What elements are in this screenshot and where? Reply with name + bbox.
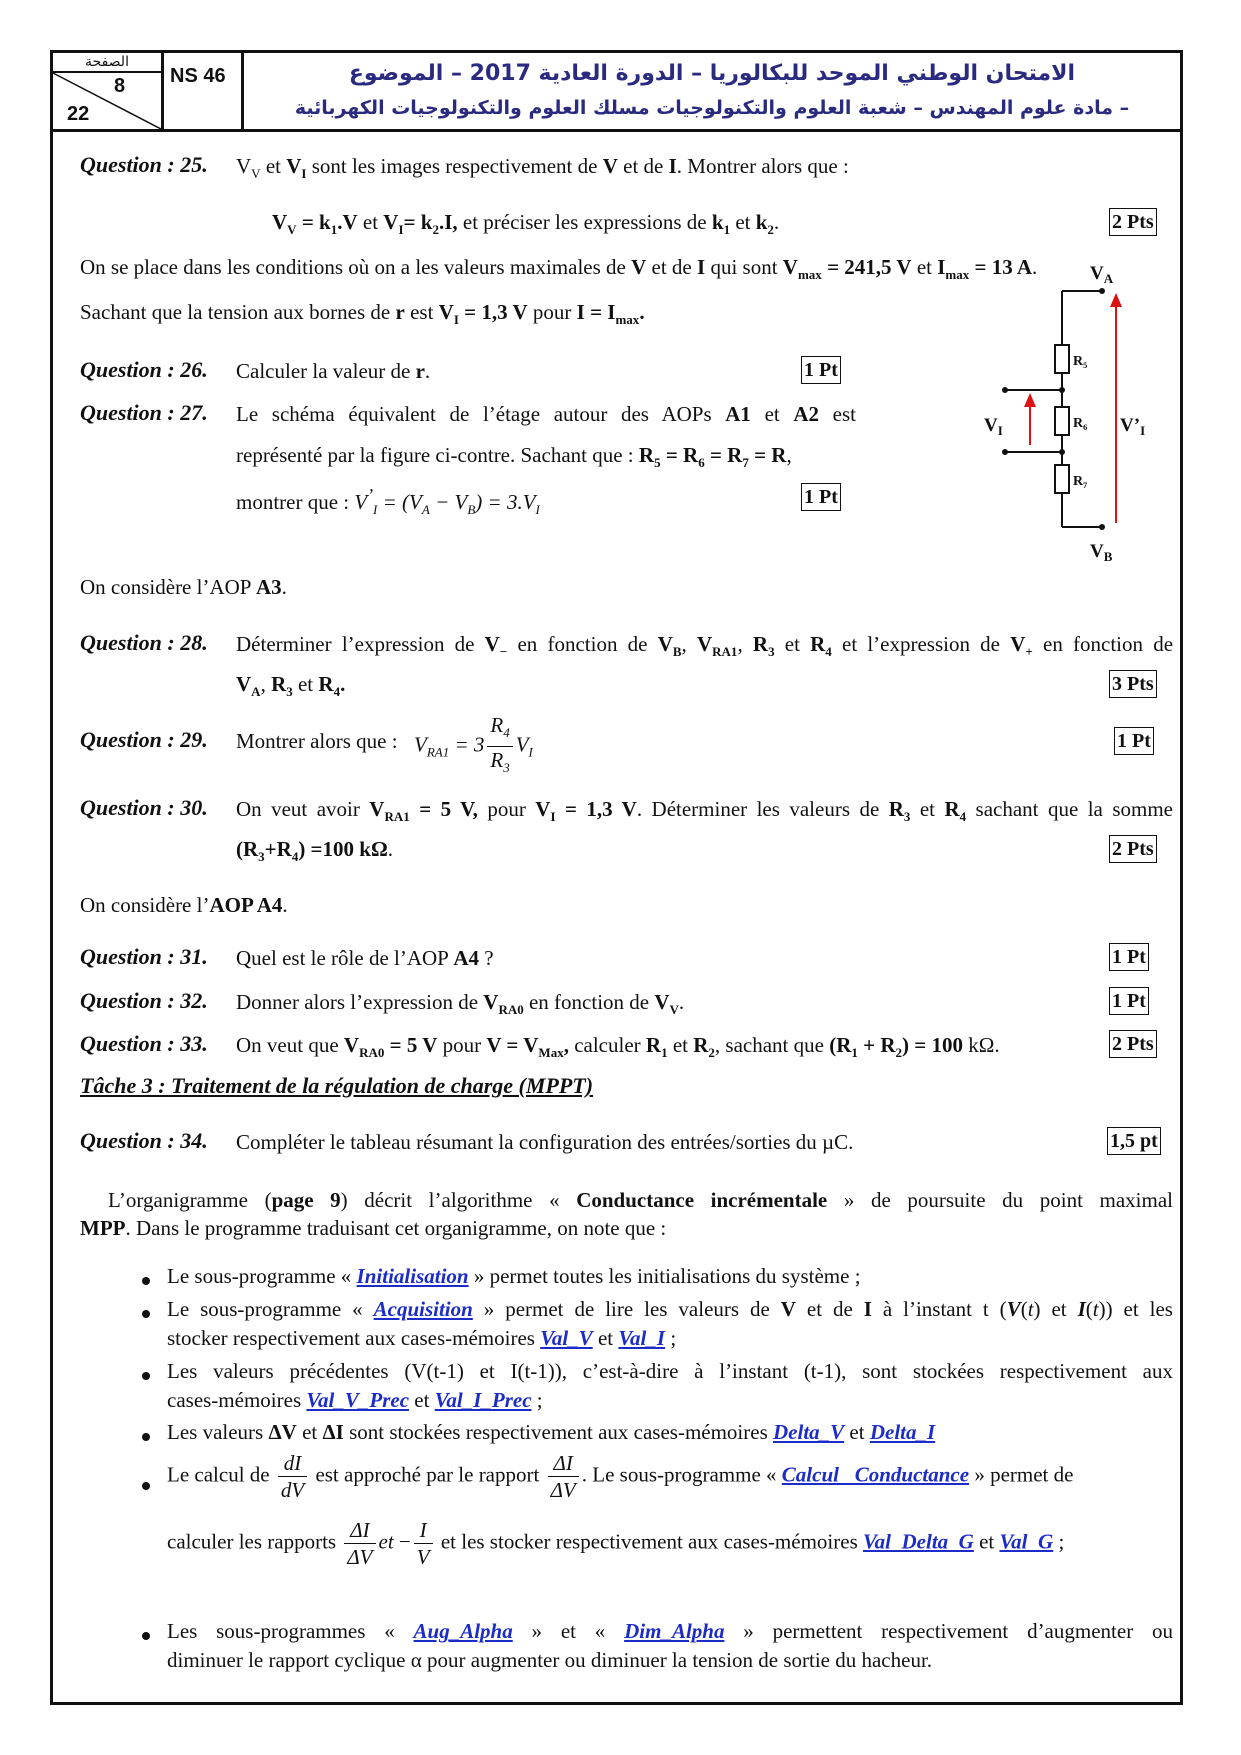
aop-a3-intro: On considère l’AOP A3. <box>80 575 287 599</box>
aop-a4-intro: On considère l’AOP A4. <box>80 893 288 917</box>
bullet-acquisition-line2: stocker respectivement aux cases-mémoires Val_V et Val_I ; <box>167 1326 677 1350</box>
bullet-acquisition-line1: Le sous-programme « Acquisition » permet de lire les valeurs de V et de I à l’instant t (V(t) et I(t)) et les <box>167 1297 1173 1321</box>
q34-label: Question : 34. <box>80 1128 208 1153</box>
exam-code-box <box>164 53 244 129</box>
q29-formula: $V_{RA1} = 3$ $\frac{R_4}{R_3}$ $V_I$ <box>414 713 533 776</box>
q27-line1: Le schéma équivalent de l’étage autour des AOPs A1 et A2 est <box>236 402 857 426</box>
q31-points: 1 Pt <box>1109 943 1149 971</box>
intro-line1: L’organigramme (page 9) décrit l’algorithme « Conductance incrémentale » de poursuite du point maximal <box>108 1188 1173 1212</box>
q29-label: Question : 29. <box>80 727 208 752</box>
exam-code: NS 46 <box>170 65 226 87</box>
r7-resistor <box>1055 465 1069 493</box>
q29-points: 1 Pt <box>1114 727 1154 755</box>
bullet-dot <box>142 1277 150 1285</box>
va-label: $V_A$ <box>1090 263 1114 286</box>
q32-text: Donner alors l’expression de $V_{RA0}$ en fonction de $V_V$. <box>236 990 685 1018</box>
page-number: 8 <box>114 75 126 97</box>
page-total: 22 <box>67 103 90 125</box>
q26-label: Question : 26. <box>80 357 208 382</box>
bullet-dot <box>142 1372 150 1380</box>
bullet-dot <box>142 1310 150 1318</box>
vi-label: $V_I$ <box>984 415 1003 438</box>
q32-points: 1 Pt <box>1109 987 1149 1015</box>
q30-points: 2 Pts <box>1109 835 1157 863</box>
q29-text: Montrer alors que : <box>236 729 398 753</box>
bullet-conductance-line1: Le calcul de $\frac{dI}{dV}$ est approché par le rapport $\frac{\Delta I}{\Delta V}$ . Le sous-programme « Calcul _Conductance » permet de <box>167 1451 1074 1502</box>
q33-label: Question : 33. <box>80 1031 208 1056</box>
q30-label: Question : 30. <box>80 795 208 820</box>
bullet-conductance-line2: calculer les rapports $\frac{\Delta I}{\Delta V}$ et − $\frac{I}{V}$ et les stocker respectivement aux cases-mémoires Val_Delta_G et Val_G ; <box>167 1518 1065 1569</box>
bullet-initialisation: Le sous-programme « Initialisation » permet toutes les initialisations du système ; <box>167 1264 861 1288</box>
q32-label: Question : 32. <box>80 988 208 1013</box>
q27-points: 1 Pt <box>801 483 841 511</box>
q25-points: 2 Pts <box>1109 208 1157 236</box>
q25-label: Question : 25. <box>80 152 208 177</box>
q31-text: Quel est le rôle de l’AOP A4 ? <box>236 946 494 970</box>
bullet-previous-line1: Les valeurs précédentes (V(t-1) et I(t-1)), c’est-à-dire à l’instant (t-1), sont stockées respectivement aux <box>167 1359 1173 1383</box>
q28-line1: Déterminer l’expression de $V_-$ en fonction de $V_B$, $V_{RA1}$, $R_3$ et $R_4$ et l’expression de $V_+$ en fonction de <box>236 632 1174 660</box>
bullet-alpha-line1: Les sous-programmes « Aug_Alpha » et « Dim_Alpha » permettent respectivement d’augmenter ou <box>167 1619 1173 1643</box>
q28-line2: $V_A$, $R_3$ et $R_4$. <box>236 672 346 700</box>
q26-text: Calculer la valeur de r. <box>236 359 431 383</box>
bullet-deltas: Les valeurs ΔV et ΔI sont stockées respectivement aux cases-mémoires Delta_V et Delta_I <box>167 1420 936 1444</box>
exam-title <box>244 53 1180 129</box>
r6-resistor <box>1055 407 1069 435</box>
q34-points: 1,5 pt <box>1107 1127 1161 1155</box>
q26-points: 1 Pt <box>801 356 841 384</box>
q34-text: Compléter le tableau résumant la configuration des entrées/sorties du µC. <box>236 1130 854 1154</box>
q30-line2: $(R_3+R_4) =100$ kΩ. <box>236 837 394 865</box>
conditions-line1: On se place dans les conditions où on a les valeurs maximales de V et de I qui sont $V_{max} = 241,5$ V et $I_{max} = 13$ A. <box>80 255 1038 283</box>
q27-line2: représenté par la figure ci-contre. Sachant que : $R_5 = R_6 = R_7 = R$, <box>236 443 792 471</box>
q33-points: 2 Pts <box>1109 1030 1157 1058</box>
r7-label: R₇ <box>1073 474 1088 489</box>
page-label: الصفحة <box>53 53 161 73</box>
task3-heading: Tâche 3 : Traitement de la régulation de charge (MPPT) <box>80 1073 594 1098</box>
r5-resistor <box>1055 345 1069 373</box>
conditions-line2: Sachant que la tension aux bornes de r est $V_I = 1,3$ V pour $I = I_{max}$. <box>80 300 645 328</box>
exam-title-line2: – مادة علوم المهندس – شعبة العلوم والتكنولوجيات مسلك العلوم والتكنولوجيات الكهربائية <box>294 97 1130 119</box>
q25-formula: $V_V = k_1.V$ et $V_I= k_2.I$, et préciser les expressions de $k_1$ et $k_2$. <box>272 210 780 238</box>
bullet-dot <box>142 1632 150 1640</box>
bullet-alpha-line2: diminuer le rapport cyclique α pour augmenter ou diminuer la tension de sortie du hacheur. <box>167 1648 933 1672</box>
page-number-box <box>53 53 164 129</box>
r6-label: R₆ <box>1073 416 1088 431</box>
bullet-dot <box>142 1433 150 1441</box>
exam-title-line1: الامتحان الوطني الموحد للبكالوريا – الدورة العادية 2017 – الموضوع <box>348 61 1076 86</box>
v-prime-i-label: $V’_I$ <box>1120 415 1146 438</box>
vb-label: $V_B$ <box>1090 541 1113 564</box>
bullet-dot <box>142 1482 150 1490</box>
q30-line1: On veut avoir $V_{RA1} = 5$ V, pour $V_I = 1,3$ V. Déterminer les valeurs de $R_3$ et $R_4$ sachant que la somme <box>236 797 1173 825</box>
q27-label: Question : 27. <box>80 400 208 425</box>
r5-label: R₅ <box>1073 354 1088 369</box>
q28-points: 3 Pts <box>1109 670 1157 698</box>
intro-line2: MPP. Dans le programme traduisant cet organigramme, on note que : <box>80 1216 667 1240</box>
q27-line3: montrer que : $V^’_I = (V_A - V_B) = 3.V_I$ <box>236 485 540 518</box>
q31-label: Question : 31. <box>80 944 208 969</box>
q33-text: On veut que $V_{RA0} = 5$ V pour $V = V_{Max}$, calculer $R_1$ et $R_2$, sachant que $(R_1 + R_2) = 100$ kΩ. <box>236 1033 1000 1061</box>
bullet-previous-line2: cases-mémoires Val_V_Prec et Val_I_Prec ; <box>167 1388 543 1412</box>
resistor-divider-diagram <box>980 255 1146 565</box>
q25-text: $V_V$ et $V_I$ sont les images respectivement de V et de I. Montrer alors que : <box>236 154 849 182</box>
page-header <box>53 53 1180 132</box>
q28-label: Question : 28. <box>80 630 208 655</box>
